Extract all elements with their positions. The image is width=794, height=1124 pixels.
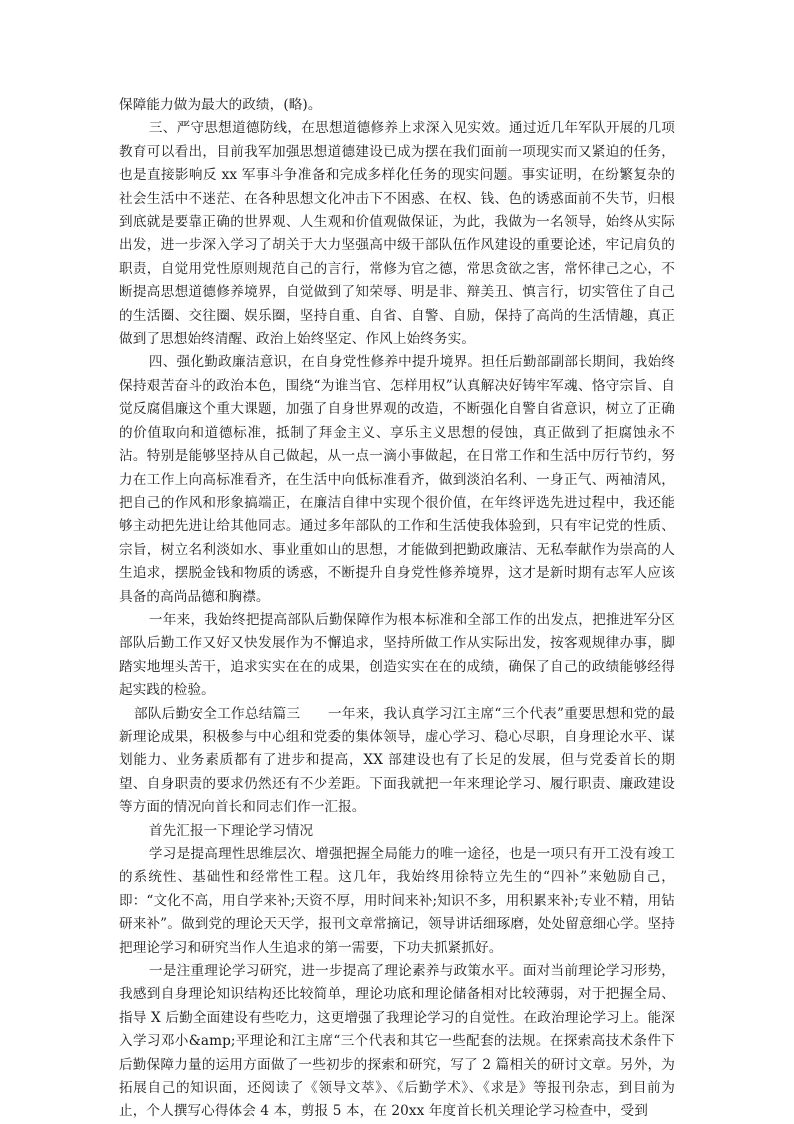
paragraph-section-four: 四、强化勤政廉洁意识，在自身党性修养中提升境界。担任后勤部副部长期间，我始终保持艰苦奋斗的政治本色，围绕“为谁当官、怎样用权”认真解决好铸牢军魂、恪守宗旨、自觉反腐倡廉这个重大课题，加强了自身世界观的改造，不断强化自警自省意识，树立了正确的价值取向和道德标准，抵制了拜金主义、享乐主义思想的侵蚀，真正做到了拒腐蚀永不沾。特别是能够坚持从自己做起，从一点一滴小事做起，在日常工作和生活中厉行节约，努力在工作上向高标准看齐，在生活中向低标准看齐，做到淡泊名利、一身正气、两袖清风，把自己的作风和形象搞端正，在廉洁自律中实现个很价值，在年终评选先进过程中，我还能够主动把先进让给其他同志。通过多年部队的工作和生活使我体验到，只有牢记党的性质、宗旨，树立名利淡如水、事业重如山的思想，才能做到把勤政廉洁、无私奉献作为崇高的人生追求，摆脱金钱和物质的诱惑，不断提升自身党性修养境界，这才是新时期有志军人应该具备的高尚品德和胸襟。 bbox=[119, 354, 675, 605]
document-body bbox=[119, 94, 675, 1124]
paragraph-section-three: 三、严守思想道德防线，在思想道德修养上求深入见实效。通过近几年军队开展的几项教育可以看出，目前我军加强思想道德建设已成为摆在我们面前一项现实而又紧迫的任务，也是直接影响反 xx 军事斗争准备和完成多样化任务的现实问题。事实证明，在纷繁复杂的社会生活中不迷茫、在各种思想文化冲击下不困惑、在权、钱、色的诱惑面前不失节，归根到底就是要靠正确的世界观、人生观和价值观做保证，为此，我做为一名领导，始终从实际出发，进一步深入学习了胡关于大力坚强高中级干部队伍作风建设的重要论述，牢记肩负的职责，自觉用党性原则规范自己的言行，常修为官之德，常思贪欲之害，常怀律己之心，不断提高思想道德修养境界，自觉做到了知荣辱、明是非、辩美丑、慎言行，切实管住了自己的生活圈、交往圈、娱乐圈，坚持自重、自省、自警、自励，保持了高尚的生活情趣，真正做到了思想始终清醒、政治上始终坚定、作风上始终务实。 bbox=[119, 120, 675, 348]
paragraph-year-summary: 一年来，我始终把提高部队后勤保障作为根本标准和全部工作的出发点，把推进军分区部队后勤工作又好又快发展作为不懈追求，坚持所做工作从实际出发，按客观规律办事，脚踏实地埋头苦干，追求实实在在的成果，创造实实在在的成绩，确保了自己的政绩能够经得起实践的检验。 bbox=[119, 611, 675, 699]
paragraph-part-three-intro: 部队后勤安全工作总结篇三 一年来，我认真学习江主席“三个代表”重要思想和党的最新理论成果，积极参与中心组和党委的集体领导，虚心学习、稳心尽职，自身理论水平、谋划能力、业务素质都有了进步和提高，XX 部建设也有了长足的发展，但与党委首长的期望、自身职责的要求仍然还有不少差距。下面我就把一年来理论学习、履行职责、廉政建设等方面的情况向首长和同志们作一汇报。 bbox=[119, 705, 675, 816]
paragraph-theory-heading: 首先汇报一下理论学习情况 bbox=[148, 822, 314, 839]
paragraph-continuation: 保障能力做为最大的政绩，(略)。 bbox=[119, 97, 322, 113]
paragraph-theory-research: 一是注重理论学习研究，进一步提高了理论素养与政策水平。面对当前理论学习形势，我感到自身理论知识结构还比较简单，理论功底和理论储备相对比较薄弱，对于把握全局、指导 X 后勤全面建设有些吃力，这更增强了我理论学习的自觉性。在政治理论学习上。能深入学习邓小&amp;平理论和江主席“三个代表和其它一些配套的法规。在探索高技术条件下后勤保障力量的运用方面做了一些初步的探索和研究，写了 2 篇相关的研讨文章。另外，为拓展自己的知识面，还阅读了《领导文萃》、《后勤学术》、《求是》等报刊杂志，到目前为止，个人撰写心得体会 4 本，剪报 5 本，在 20xx 年度首长机关理论学习检查中，受到 bbox=[119, 963, 675, 1120]
paragraph-learning: 学习是提高理性思维层次、增强把握全局能力的唯一途径，也是一项只有开工没有竣工的系统性、基础性和经常性工程。这几年，我始终用徐特立先生的“四补”来勉励自己，即：“文化不高，用自学来补;天资不厚，用时间来补;知识不多，用积累来补;专业不精，用钻研来补”。做到党的理论天天学，报刊文章常摘记，领导讲话细琢磨，处处留意细心学。坚持把理论学习和研究当作人生追求的第一需要，下功夫抓紧抓好。 bbox=[119, 846, 675, 956]
